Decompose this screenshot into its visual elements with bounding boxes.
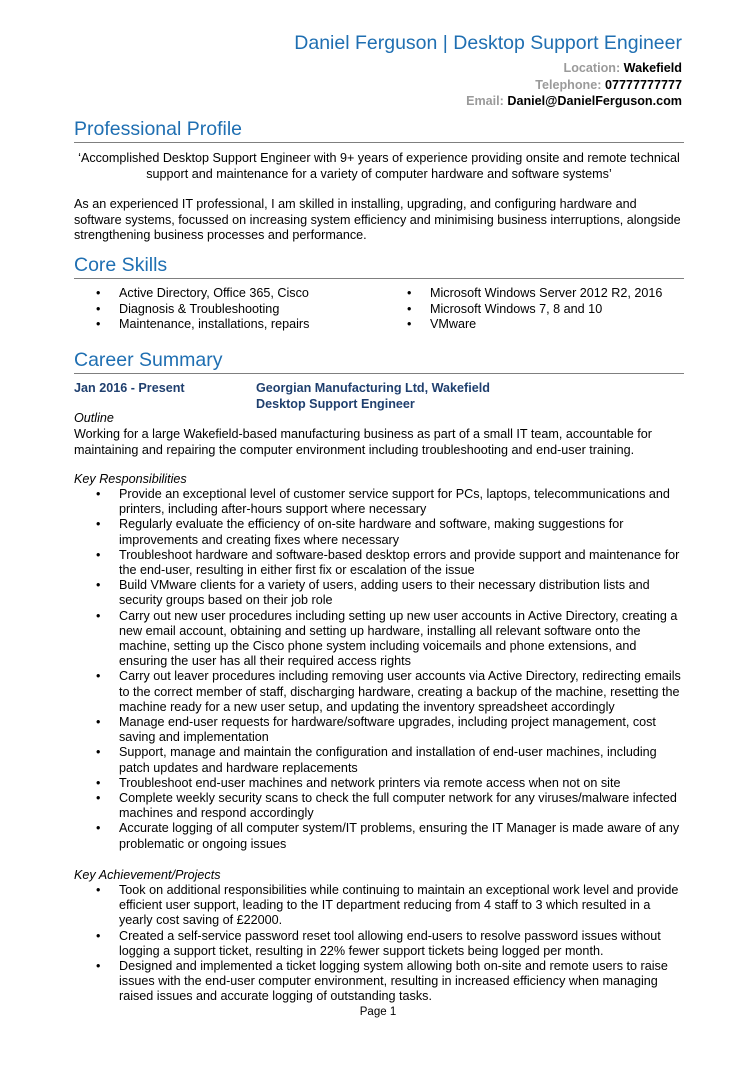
list-item: • Carry out new user procedures including setting up new user accounts in Active Directory, creating a new email account, obtaining and setting up hardware, installing all relevant software onto the machine, setting up the Cisco phone system including voicemails and phone extensions, and ensuring the user has all their required access rights bbox=[74, 609, 684, 670]
profile-quote: ‘Accomplished Desktop Support Engineer with 9+ years of experience providing onsite and remote technical support and maintenance for a variety of computer hardware and software systems’ bbox=[78, 151, 680, 181]
list-item: • Took on additional responsibilities while continuing to maintain an exceptional work level and provide efficient user support, leading to the IT department reducing from 4 staff to 3 which resulted in a yearly cost saving of £22000. bbox=[74, 883, 684, 929]
job-company: Georgian Manufacturing Ltd, Wakefield bbox=[256, 381, 490, 395]
skill-item: • Maintenance, installations, repairs bbox=[74, 317, 309, 333]
list-item: • Accurate logging of all computer system/IT problems, ensuring the IT Manager is made aware of any problematic or ongoing issues bbox=[74, 821, 684, 851]
location-label: Location: bbox=[563, 61, 621, 75]
job-company-role bbox=[256, 381, 676, 412]
telephone-label: Telephone: bbox=[535, 77, 602, 92]
profile-paragraph: As an experienced IT professional, I am skilled in installing, upgrading, and configuring hardware and software systems, focussed on increasing system efficiency and minimising business interruptions, alongside strengthening business processes and performance. bbox=[74, 197, 681, 242]
outline-label: Outline bbox=[74, 411, 114, 425]
list-item: • Manage end-user requests for hardware/software upgrades, including project management, cost saving and implementation bbox=[74, 715, 684, 745]
location-line bbox=[466, 60, 682, 77]
list-item: • Troubleshoot hardware and software-based desktop errors and provide support and maintenance for the end-user, resulting in either first fix or escalation of the issue bbox=[74, 548, 684, 578]
list-item: • Build VMware clients for a variety of users, adding users to their necessary distribution lists and security groups based on their job role bbox=[74, 578, 684, 608]
skill-item: • VMware bbox=[385, 317, 662, 333]
skills-heading: Core Skills bbox=[74, 253, 684, 279]
skill-item: • Microsoft Windows Server 2012 R2, 2016 bbox=[385, 286, 662, 302]
list-item: • Carry out leaver procedures including removing user accounts via Active Directory, redirecting emails to the correct member of staff, discharging hardware, creating a backup of the machine, resetting the machine ready for a new user setup, and updating the inventory spreadsheet accordingly bbox=[74, 669, 684, 715]
page-number: Page 1 bbox=[359, 1006, 397, 1018]
list-item: • Designed and implemented a ticket logging system allowing both on-site and remote users to raise issues with the end-user computer environment, resulting in increased efficiency when managing raised issues and accurate logging of outstanding tasks. bbox=[74, 959, 684, 1005]
email-label: Email: bbox=[466, 94, 504, 108]
telephone-value: 07777777777 bbox=[604, 77, 682, 92]
list-item: • Support, manage and maintain the configuration and installation of end-user machines, including patch updates and hardware replacements bbox=[74, 745, 684, 775]
career-section bbox=[74, 348, 684, 374]
skill-item: • Diagnosis & Troubleshooting bbox=[74, 302, 309, 318]
skill-item: • Microsoft Windows 7, 8 and 10 bbox=[385, 302, 662, 318]
achievements-label: Key Achievement/Projects bbox=[74, 868, 221, 882]
responsibilities-list bbox=[74, 487, 684, 852]
telephone-line bbox=[466, 77, 682, 94]
name-title: Daniel Ferguson | Desktop Support Engineer bbox=[294, 32, 682, 54]
skills-right-column bbox=[385, 286, 662, 333]
responsibilities-label: Key Responsibilities bbox=[74, 472, 187, 486]
profile-heading: Professional Profile bbox=[74, 117, 684, 143]
skills-section bbox=[74, 253, 684, 279]
job-role: Desktop Support Engineer bbox=[256, 396, 415, 411]
list-item: • Complete weekly security scans to check the full computer network for any viruses/malware infected machines and respond accordingly bbox=[74, 791, 684, 821]
skills-left-column bbox=[74, 286, 309, 333]
list-item: • Regularly evaluate the efficiency of on-site hardware and software, making suggestions for improvements and creating fixes where necessary bbox=[74, 517, 684, 547]
achievements-list bbox=[74, 883, 684, 1005]
email-value[interactable]: Daniel@DanielFerguson.com bbox=[507, 94, 682, 108]
profile-section bbox=[74, 117, 684, 143]
skill-item: • Active Directory, Office 365, Cisco bbox=[74, 286, 309, 302]
contact-block bbox=[466, 60, 682, 110]
location-value: Wakefield bbox=[623, 61, 682, 75]
list-item: • Created a self-service password reset tool allowing end-users to resolve password issues without logging a support ticket, resulting in 22% fewer support tickets being logged per month. bbox=[74, 929, 684, 959]
email-line bbox=[466, 93, 682, 110]
list-item: • Troubleshoot end-user machines and network printers via remote access when not on site bbox=[74, 776, 684, 791]
list-item: • Provide an exceptional level of customer service support for PCs, laptops, telecommunications and printers, including after-hours support where necessary bbox=[74, 487, 684, 517]
outline-text: Working for a large Wakefield-based manufacturing business as part of a small IT team, accountable for maintaining and repairing the computer environment including troubleshooting and end-user training. bbox=[74, 427, 652, 457]
job-dates: Jan 2016 - Present bbox=[74, 381, 185, 395]
career-heading: Career Summary bbox=[74, 348, 684, 374]
